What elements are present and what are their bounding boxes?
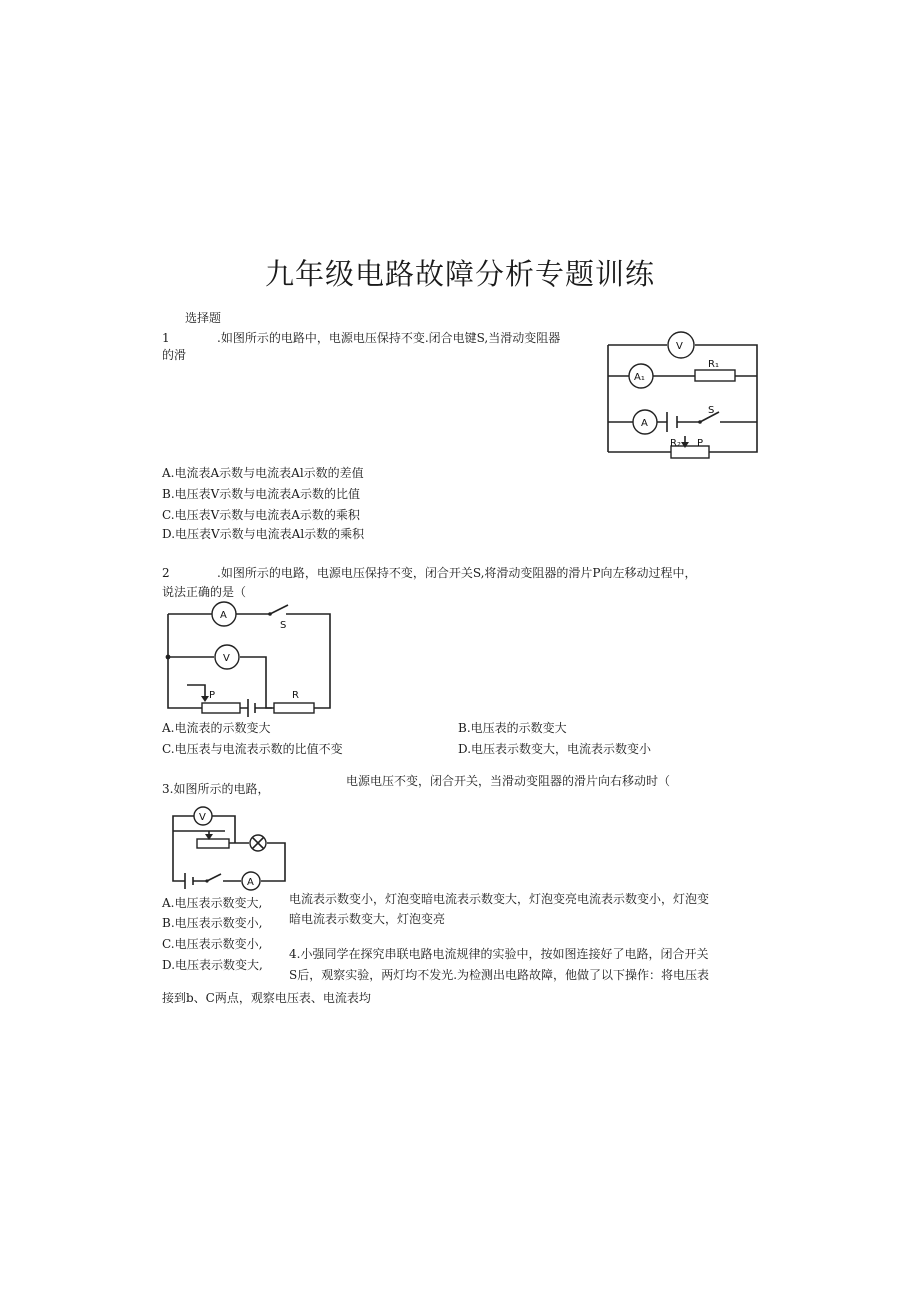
page-title: 九年级电路故障分析专题训练 <box>264 257 655 291</box>
q3-text-right: 电源电压不变，闭合开关，当滑动变阻器的滑片向右移动时（ <box>346 774 671 788</box>
q3-option-b: B.电压表示数变小, <box>162 916 263 930</box>
q3-ammeter-label: A <box>247 877 254 888</box>
section-heading: 选择题 <box>185 311 222 325</box>
q3-rheostat <box>197 839 229 848</box>
q1-resistor-r1 <box>695 370 735 381</box>
q3-text-left: 3.如图所示的电路， <box>162 782 270 796</box>
q2-voltmeter-label: V <box>223 653 230 664</box>
q1-option-b: B.电压表V示数与电流表A示数的比值 <box>162 487 360 501</box>
q3-lamp <box>250 835 266 851</box>
q1-battery <box>667 412 677 432</box>
q1-switch-label: S <box>708 405 715 416</box>
q1-ammeter-a-label: A <box>641 418 648 429</box>
q2-rheostat <box>202 703 240 713</box>
q1-number: 1 <box>162 331 170 345</box>
q1-rheostat-label: R₂ <box>670 438 681 449</box>
q4-text-line1: 4.小强同学在探究串联电路电流规律的实验中，按如图连接好了电路，闭合开关 <box>289 947 709 961</box>
q1-ammeter-a1-label: A₁ <box>634 372 645 383</box>
q2-battery <box>248 699 255 717</box>
q3-option-c: C.电压表示数变小, <box>162 937 263 951</box>
q3-battery <box>185 873 193 889</box>
q2-ammeter-label: A <box>220 610 227 621</box>
q3-circuit-diagram <box>165 803 290 893</box>
q2-slider-label: P <box>209 690 216 701</box>
q2-resistor <box>274 703 314 713</box>
q3-options-continued-2: 暗电流表示数变大，灯泡变亮 <box>289 912 446 926</box>
q1-option-a: A.电流表A示数与电流表Al示数的差值 <box>162 466 364 480</box>
q4-text-line2: S后，观察实验，两灯均不发光.为检测出电路故障，他做了以下操作：将电压表 <box>289 968 710 982</box>
q2-circuit-wires <box>168 614 330 708</box>
q2-resistor-label: R <box>292 690 299 701</box>
q1-circuit-diagram <box>605 330 760 465</box>
q2-circuit-diagram <box>162 600 337 715</box>
q2-option-b: B.电压表的示数变大 <box>458 721 567 735</box>
q2-switch-label: S <box>280 620 287 631</box>
q1-text: .如图所示的电路中，电源电压保持不变.闭合电键S,当滑动变阻器 <box>217 331 561 345</box>
q1-voltmeter-label: V <box>676 341 683 352</box>
q3-switch <box>205 874 221 883</box>
q2-text: .如图所示的电路，电源电压保持不变，闭合开关S,将滑动变阻器的滑片P向左移动过程中， <box>217 566 697 580</box>
q1-option-d: D.电压表V示数与电流表Al示数的乘积 <box>162 527 365 541</box>
q2-switch <box>268 605 288 616</box>
q2-number: 2 <box>162 566 170 580</box>
q3-options-continued: 电流表示数变小，灯泡变暗电流表示数变大，灯泡变亮电流表示数变小，灯泡变 <box>289 892 710 906</box>
q4-text-line3: 接到b、C两点，观察电压表、电流表均 <box>162 991 371 1005</box>
q2-text-cont: 说法正确的是（ <box>162 585 247 599</box>
q1-text-cont: 的滑 <box>162 348 187 362</box>
q3-voltmeter-label: V <box>199 812 206 823</box>
q2-slider-arrow <box>201 696 209 702</box>
q2-option-c: C.电压表与电流表示数的比值不变 <box>162 742 343 756</box>
q1-circuit-wires <box>608 345 757 452</box>
q3-option-a: A.电压表示数变大, <box>162 896 263 910</box>
q1-option-c: C.电压表V示数与电流表A示数的乘积 <box>162 508 360 522</box>
q1-slider-label: P <box>697 438 704 449</box>
q3-option-d: D.电压表示数变大, <box>162 958 263 972</box>
q2-option-a: A.电流表的示数变大 <box>162 721 271 735</box>
q1-resistor-r1-label: R₁ <box>708 359 719 370</box>
q2-option-d: D.电压表示数变大，电流表示数变小 <box>458 742 652 756</box>
